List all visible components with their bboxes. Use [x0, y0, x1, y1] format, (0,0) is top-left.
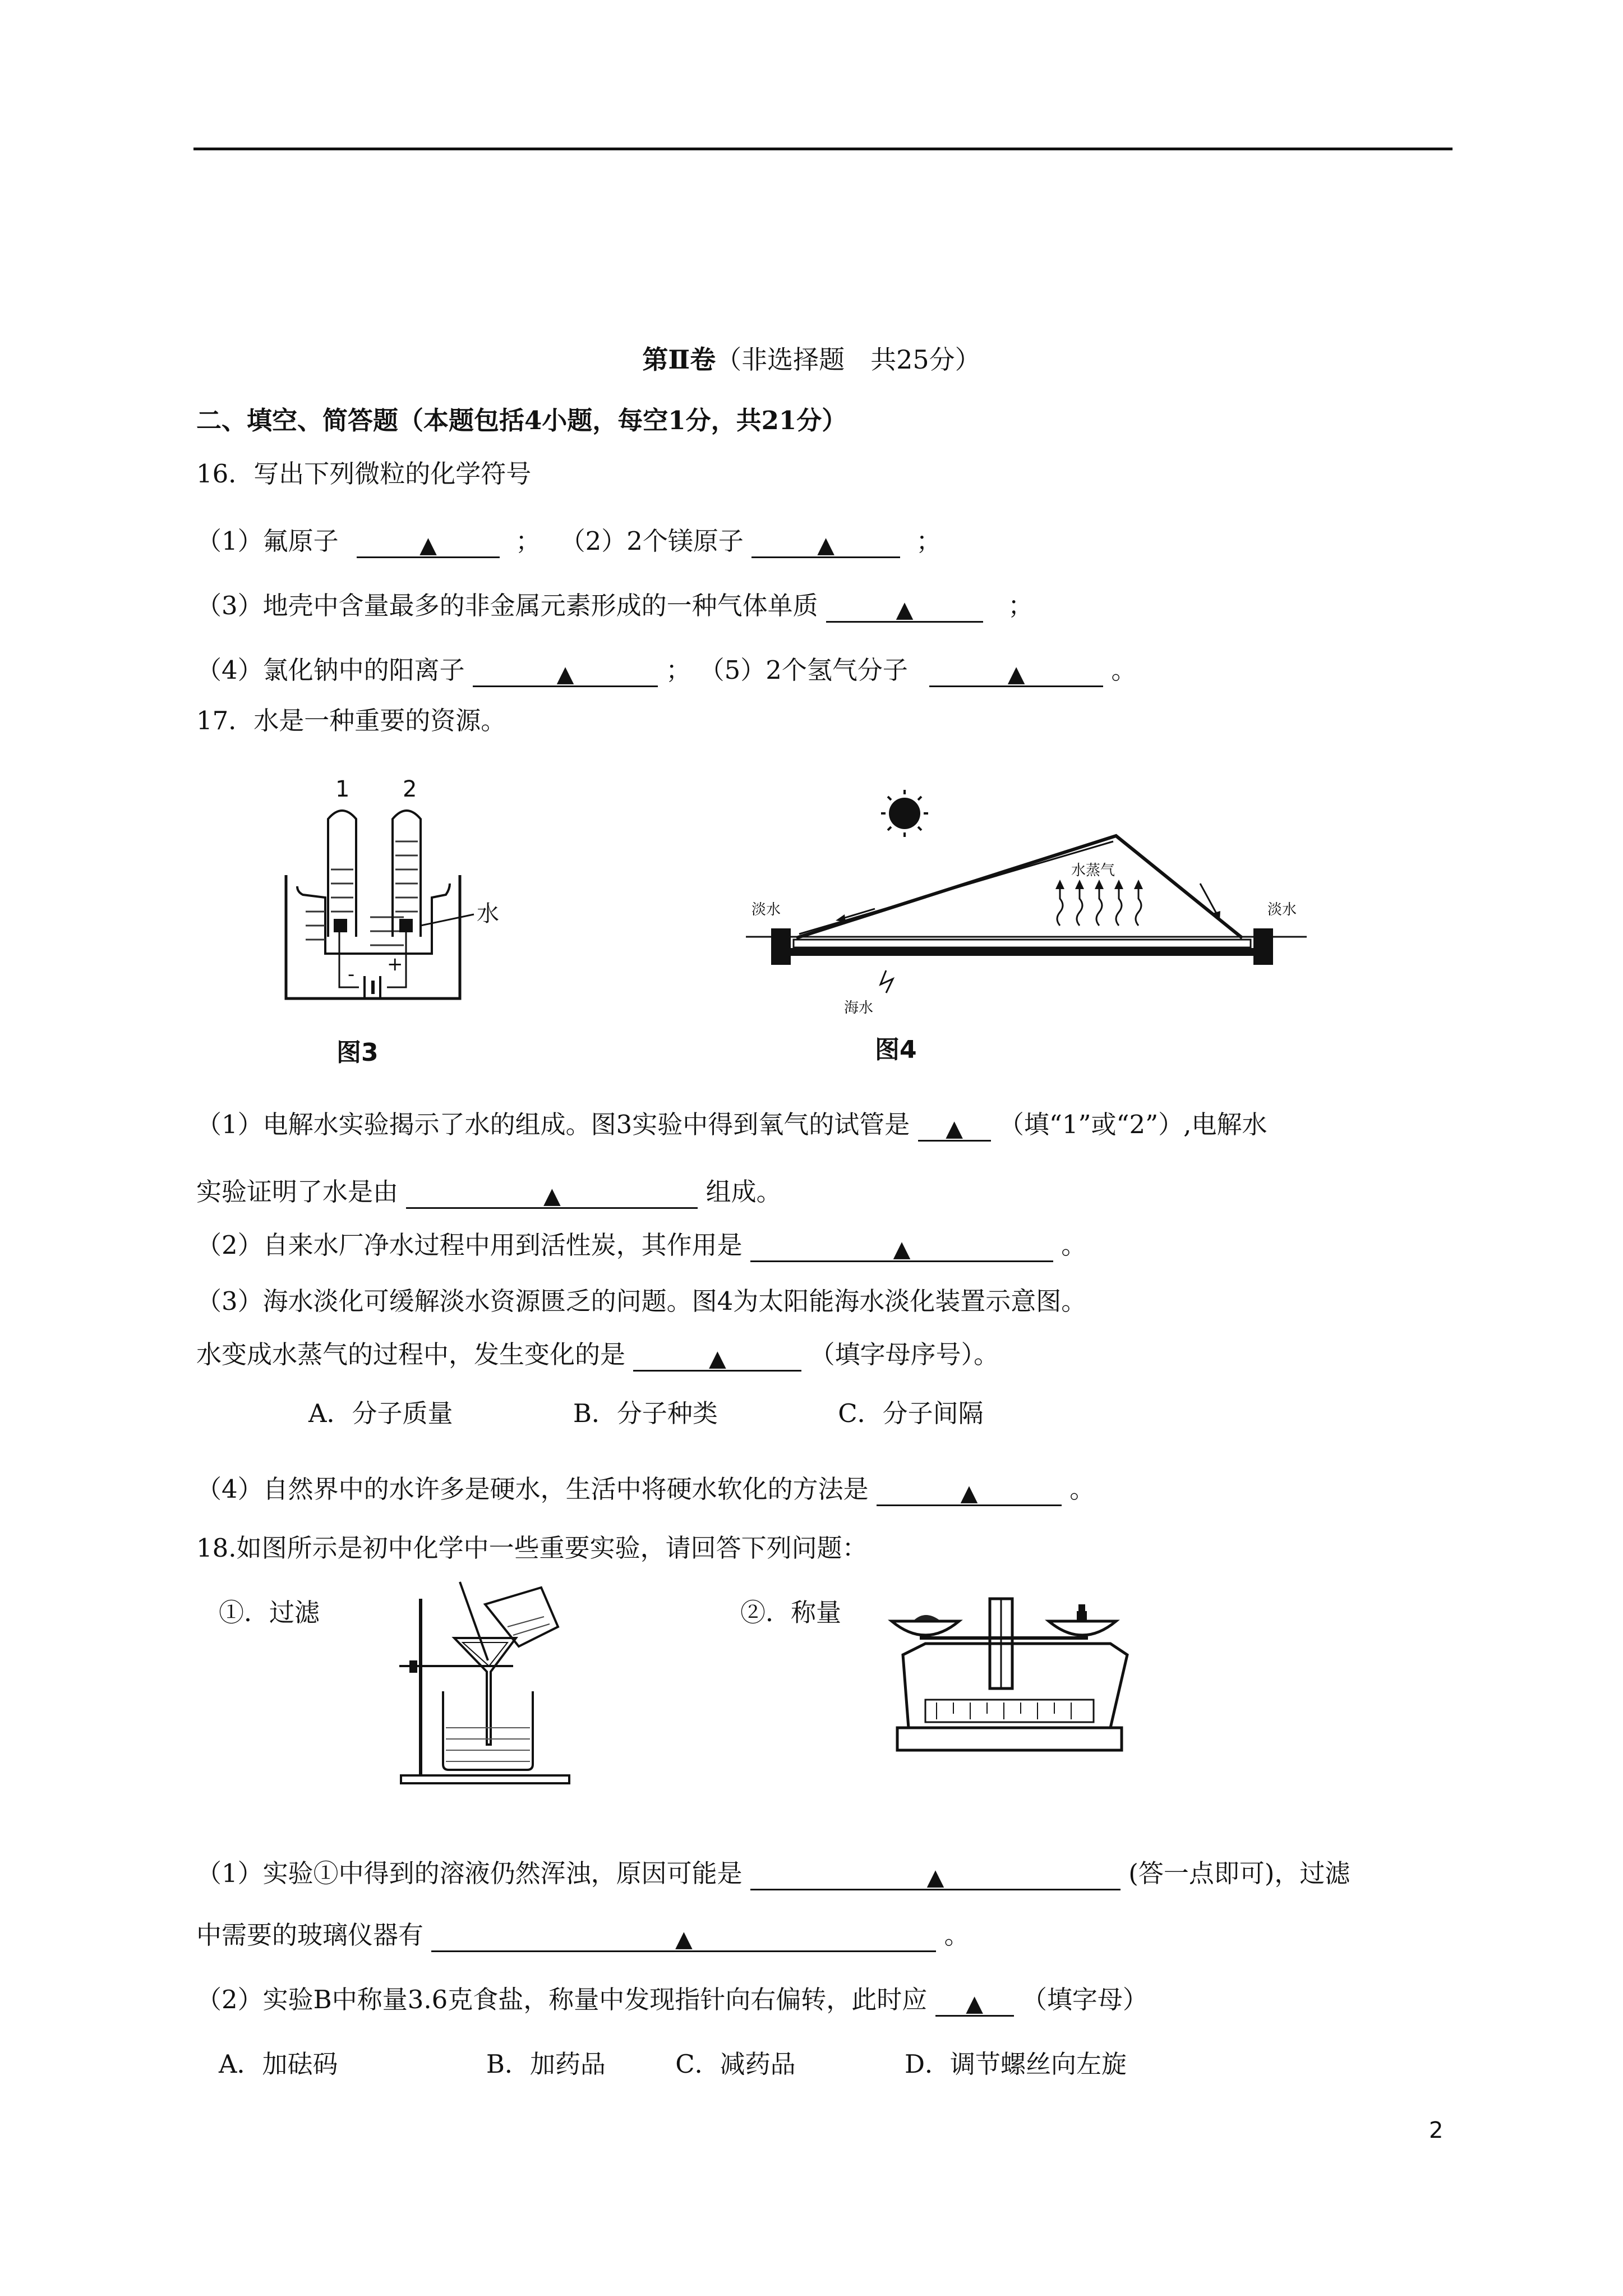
q17-p3-line2: 水变成水蒸气的过程中，发生变化的是 ▲ （填字母序号）。 [196, 1340, 999, 1372]
answer-blank[interactable]: ▲ [357, 527, 500, 558]
fresh-water-left-label: 淡水 [751, 901, 781, 918]
option-a: A．加砝码 [219, 2049, 338, 2079]
option-c: C．减药品 [675, 2049, 796, 2079]
q17-stem: 17．水是一种重要的资源。 [196, 706, 506, 735]
plus-label: + [387, 953, 403, 976]
sea-water-label: 海水 [844, 1000, 874, 1016]
q17-p4: （4）自然界中的水许多是硬水，生活中将硬水软化的方法是 ▲ 。 [196, 1474, 1095, 1506]
exp1-label: ①．过滤 [219, 1598, 320, 1627]
filtration-figure [387, 1576, 589, 1789]
q17-p1-line2: 实验证明了水是由 ▲ 组成。 [196, 1177, 782, 1209]
option-b: B．加药品 [486, 2049, 606, 2079]
answer-blank[interactable]: ▲ [473, 656, 658, 687]
answer-blank[interactable]: ▲ [431, 1921, 936, 1952]
balance-figure [886, 1588, 1133, 1767]
tube-1-label: 1 [335, 776, 350, 802]
answer-blank[interactable]: ▲ [406, 1178, 698, 1209]
option-a: A．分子质量 [308, 1398, 453, 1428]
q16-stem: 16．写出下列微粒的化学符号 [196, 459, 532, 489]
fig4-caption: 图4 [875, 1036, 917, 1064]
option-c: C．分子间隔 [838, 1398, 984, 1428]
part-title: 第Ⅱ卷（非选择题 共25分） [642, 344, 981, 375]
q17-p1-line1: （1）电解水实验揭示了水的组成。图3实验中得到氧气的试管是 ▲ （填“1”或“2”）,电解水 [196, 1110, 1267, 1142]
header-rule [193, 148, 1453, 150]
q16-row3: （4）氯化钠中的阳离子 ▲ ； （5）2个氢气分子 ▲ 。 [196, 655, 1137, 687]
answer-blank[interactable]: ▲ [750, 1860, 1121, 1890]
water-label: 水 [477, 901, 499, 927]
fresh-water-right-label: 淡水 [1267, 901, 1297, 918]
answer-blank[interactable]: ▲ [877, 1475, 1062, 1506]
q16-row2: （3）地壳中含量最多的非金属元素形成的一种气体单质 ▲ ； [196, 591, 1034, 623]
q18-p2: （2）实验B中称量3.6克食盐，称量中发现指针向右偏转，此时应 ▲ （填字母） [196, 1985, 1148, 2017]
answer-blank[interactable]: ▲ [929, 656, 1103, 687]
exp2-label: ②．称量 [740, 1598, 842, 1627]
answer-blank[interactable]: ▲ [633, 1341, 801, 1372]
electrolysis-figure [275, 774, 544, 1010]
q17-options [308, 1397, 984, 1430]
solar-desalination-figure [746, 785, 1307, 1021]
q17-p3-line1: （3）海水淡化可缓解淡水资源匮乏的问题。图4为太阳能海水淡化装置示意图。 [196, 1286, 1087, 1316]
answer-blank[interactable]: ▲ [918, 1111, 991, 1142]
section-heading: 二、填空、简答题（本题包括4小题，每空1分，共21分） [196, 406, 847, 435]
answer-blank[interactable]: ▲ [826, 592, 983, 623]
minus-label: - [348, 963, 355, 986]
tube-2-label: 2 [403, 776, 417, 802]
option-d: D．调节螺丝向左旋 [904, 2049, 1127, 2079]
q18-options [219, 2047, 1127, 2081]
q16-row1: （1）氟原子 ▲ ； （2）2个镁原子 ▲ ； [196, 526, 942, 558]
vapor-label: 水蒸气 [1071, 862, 1115, 879]
q18-p1-line2: 中需要的玻璃仪器有 ▲ 。 [196, 1920, 970, 1952]
answer-blank[interactable]: ▲ [935, 1986, 1014, 2017]
q18-p1-line1: （1）实验①中得到的溶液仍然浑浊，原因可能是 ▲ (答一点即可)，过滤 [196, 1858, 1350, 1890]
q17-p2: （2）自来水厂净水过程中用到活性炭，其作用是 ▲ 。 [196, 1230, 1087, 1262]
q18-stem: 18.如图所示是初中化学中一些重要实验，请回答下列问题： [196, 1533, 868, 1563]
answer-blank[interactable]: ▲ [751, 527, 900, 558]
fig3-caption: 图3 [336, 1038, 379, 1067]
answer-blank[interactable]: ▲ [750, 1231, 1053, 1262]
page-number: 2 [1429, 2118, 1444, 2143]
option-b: B．分子种类 [573, 1398, 718, 1428]
